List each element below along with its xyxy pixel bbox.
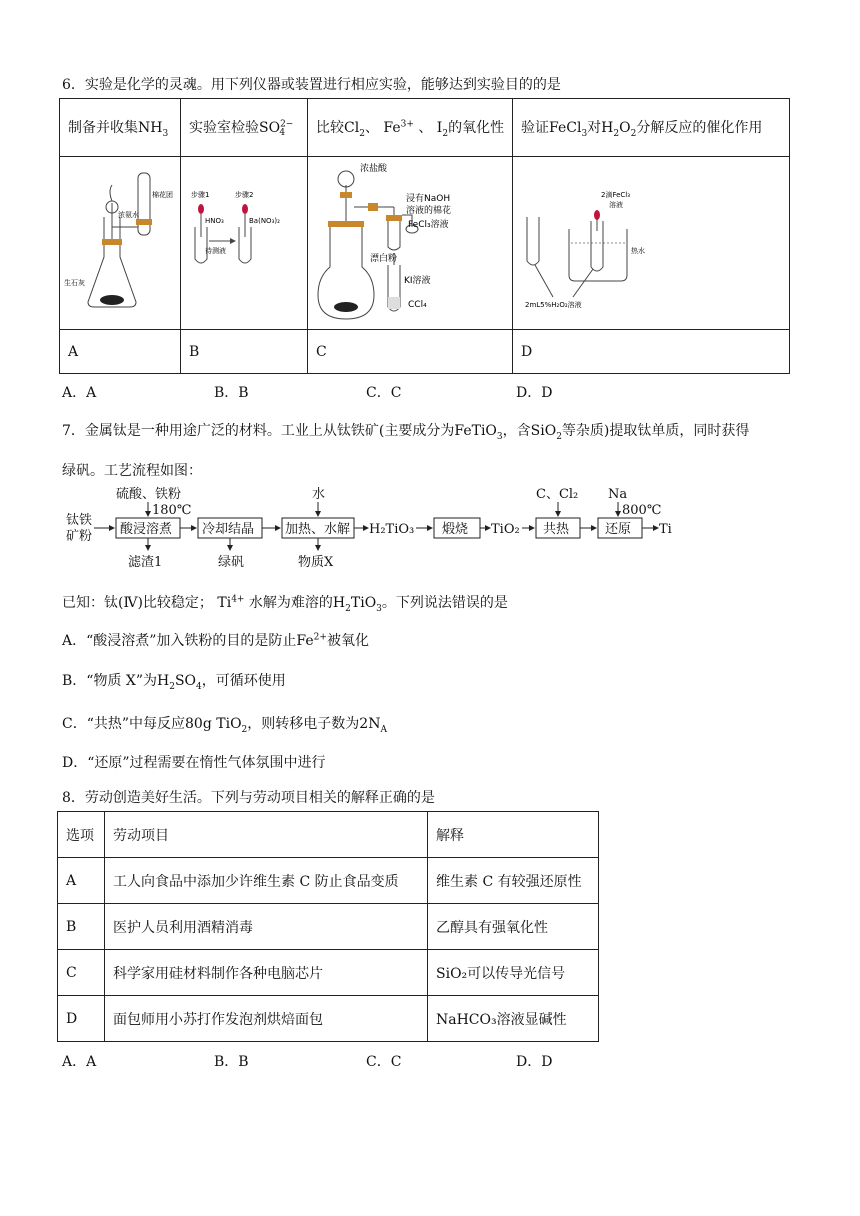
- q6-stem: 6．实验是化学的灵魂。用下列仪器或装置进行相应实验，能够达到实验目的的是: [62, 77, 561, 93]
- q8-header-option: 选项: [58, 812, 105, 858]
- flow-box-reduce: 还原: [605, 522, 632, 537]
- q8-header-item: 劳动项目: [105, 812, 428, 858]
- q6-figure-c: [308, 157, 513, 330]
- flow-start-2: 矿粉: [66, 529, 93, 544]
- q6-figure-d: [513, 157, 790, 330]
- table-row: [58, 996, 599, 1042]
- label-quicklime: 生石灰: [64, 279, 85, 287]
- label-naoh-cotton-2: 溶液的棉花: [406, 206, 452, 216]
- q6-option-b[interactable]: B．B: [214, 385, 249, 401]
- q6-header-c: 比较$Cl_2$、 $Fe^{3+}$ 、 $I_2$的氧化性: [308, 99, 513, 157]
- table-row: [58, 904, 599, 950]
- label-cotton: 棉花团: [152, 191, 173, 199]
- q7-stem-line2: 绿矾。工艺流程如图：: [62, 463, 202, 479]
- catalysis-figure: [513, 157, 789, 325]
- q8-cell-opt: D: [58, 996, 105, 1042]
- label-conc-hcl: 浓盐酸: [360, 164, 388, 174]
- q8-cell-item: 面包师用小苏打作发泡剂烘焙面包: [105, 996, 428, 1042]
- q6-figure-a: [60, 157, 181, 330]
- label-fecl3-drops-1: 2滴FeCl₃: [601, 191, 631, 199]
- label-fecl3: FeCl₃溶液: [408, 220, 449, 230]
- label-hno3: HNO₃: [205, 217, 224, 225]
- q6-figure-b: [181, 157, 308, 330]
- q7-known: 已知：钛(Ⅳ)比较稳定； $Ti^{4+}$ 水解为难溶的$H_2TiO_3$。下列说法错误的是: [62, 594, 508, 614]
- label-test-liquid: 待测液: [205, 247, 226, 255]
- q8-cell-opt: A: [58, 858, 105, 904]
- flow-box-hydrolysis: 加热、水解: [285, 522, 351, 537]
- q6-header-b: 实验室检验$SO^{2-}_4$: [181, 99, 308, 157]
- q8-option-a[interactable]: A．A: [62, 1054, 97, 1070]
- label-h2o2: 2mL5%H₂O₂溶液: [525, 301, 582, 309]
- q8-cell-explain: SiO₂可以传导光信号: [428, 950, 599, 996]
- q8-cell-explain: NaHCO₃溶液显碱性: [428, 996, 599, 1042]
- q6-header-d: 验证FeCl$_3$对$H_2O_2$分解反应的催化作用: [513, 99, 790, 157]
- label-conc-ammonia: 浓氨水: [118, 211, 139, 219]
- ammonia-apparatus-figure: [60, 157, 180, 325]
- q6-option-a[interactable]: A．A: [62, 385, 97, 401]
- q8-cell-explain: 乙醇具有强氧化性: [428, 904, 599, 950]
- q6-letter-a: A: [60, 330, 181, 374]
- q7-option-d[interactable]: D．“还原”过程需要在惰性气体氛围中进行: [62, 755, 326, 771]
- q8-cell-opt: C: [58, 950, 105, 996]
- flow-box-acid-leach: 酸浸溶煮: [120, 522, 173, 537]
- oxidation-compare-figure: [308, 157, 512, 325]
- flow-out-1: 滤渣1: [128, 555, 163, 570]
- q6-header-a: 制备并收集$NH_3$: [60, 99, 181, 157]
- q6-letter-b: B: [181, 330, 308, 374]
- q8-cell-item: 工人向食品中添加少许维生素 C 防止食品变质: [105, 858, 428, 904]
- q6-table: [59, 98, 790, 374]
- q6-option-c[interactable]: C．C: [366, 385, 402, 401]
- q8-cell-opt: B: [58, 904, 105, 950]
- flow-reagent-5: C、Cl₂: [536, 487, 579, 502]
- q6-letter-c: C: [308, 330, 513, 374]
- table-row: [58, 950, 599, 996]
- flow-mid-1: H₂TiO₃: [369, 522, 415, 537]
- sulfate-test-figure: [181, 157, 307, 325]
- flow-box-coheat: 共热: [543, 522, 570, 537]
- flow-reagent-6: Na: [608, 487, 628, 502]
- flow-temp-1: 180℃: [152, 503, 192, 518]
- q8-cell-explain: 维生素 C 有较强还原性: [428, 858, 599, 904]
- q6-option-d[interactable]: D．D: [516, 385, 553, 401]
- flow-start-1: 钛铁: [66, 513, 93, 528]
- q8-option-c[interactable]: C．C: [366, 1054, 402, 1070]
- q8-option-b[interactable]: B．B: [214, 1054, 249, 1070]
- q7-option-c[interactable]: C．“共热”中每反应80g TiO$_2$，则转移电子数为$2N_A$: [62, 716, 387, 735]
- flow-reagent-1: 硫酸、铁粉: [116, 487, 182, 502]
- label-ki: KI溶液: [404, 276, 431, 286]
- q8-stem: 8．劳动创造美好生活。下列与劳动项目相关的解释正确的是: [62, 790, 435, 806]
- label-step2: 步骤2: [235, 191, 254, 199]
- q6-letter-d: D: [513, 330, 790, 374]
- flow-box-calcine: 煅烧: [442, 522, 469, 537]
- label-bleach: 漂白粉: [370, 254, 398, 264]
- q8-option-d[interactable]: D．D: [516, 1054, 553, 1070]
- flow-out-2: 绿矾: [218, 555, 245, 570]
- q7-option-a[interactable]: A．“酸浸溶煮”加入铁粉的目的是防止$Fe^{2+}$被氧化: [62, 632, 369, 649]
- flow-reagent-3: 水: [312, 487, 326, 502]
- q8-cell-item: 科学家用硅材料制作各种电脑芯片: [105, 950, 428, 996]
- flow-end: Ti: [659, 522, 672, 537]
- q7-option-b[interactable]: B．“物质 X”为$H_2SO_4$，可循环使用: [62, 673, 286, 692]
- q7-flowchart: [62, 484, 682, 576]
- label-naoh-cotton-1: 浸有NaOH: [406, 194, 451, 204]
- q8-header-explain: 解释: [428, 812, 599, 858]
- flow-temp-6: 800℃: [622, 503, 662, 518]
- label-bano3: Ba(NO₃)₂: [249, 217, 280, 225]
- label-step1: 步骤1: [191, 191, 210, 199]
- flow-mid-2: TiO₂: [491, 522, 520, 537]
- q8-cell-item: 医护人员利用酒精消毒: [105, 904, 428, 950]
- q8-table: [57, 811, 599, 1042]
- flow-box-cool: 冷却结晶: [202, 522, 255, 537]
- flow-out-3: 物质X: [298, 555, 334, 570]
- label-fecl3-drops-2: 溶液: [609, 201, 623, 209]
- q7-stem-line1: 7．金属钛是一种用途广泛的材料。工业上从钛铁矿(主要成分为FeTiO$_3$，含SiO$_2$等杂质)提取钛单质，同时获得: [62, 423, 750, 442]
- label-hot-water: 热水: [631, 247, 645, 255]
- label-ccl4: CCl₄: [408, 300, 427, 310]
- table-row: [58, 858, 599, 904]
